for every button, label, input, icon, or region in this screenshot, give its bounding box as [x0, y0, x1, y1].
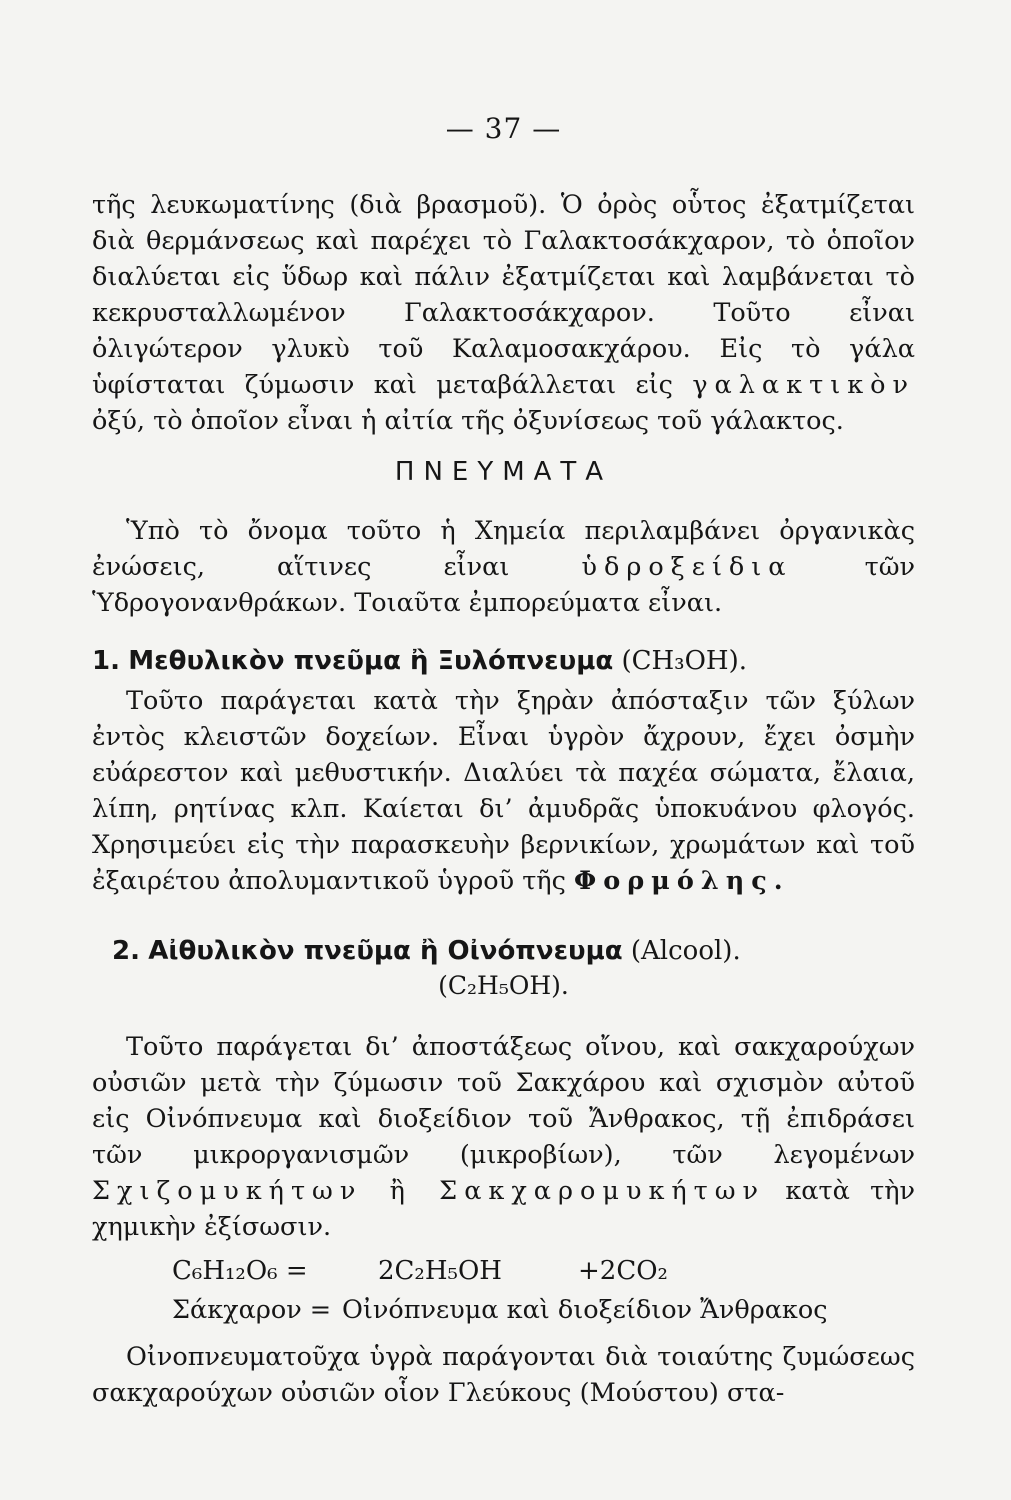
paragraph-methyl — [92, 683, 915, 899]
entry-name: Αἰθυλικὸν πνεῦμα ἢ Οἰνόπνευμα — [148, 936, 623, 966]
page-number: — 37 — — [445, 112, 562, 145]
paragraph-milk — [92, 187, 915, 439]
entry-formula-secondary: (C₂H₅OH). — [438, 971, 569, 1000]
entry-formula: (CH₃OH). — [621, 646, 747, 676]
section-heading: ΠΝΕΥΜΑΤΑ — [394, 457, 613, 487]
entry-number: 1. — [92, 646, 120, 676]
paragraph-alcoholic-liquids: Οἰνοπνευματοῦχα ὑγρὰ παράγονται διὰ τοιαύτης ζυμώσεως σακχαρούχων οὐσιῶν οἷον Γλεύκους (Μούστου) στα- — [92, 1342, 915, 1408]
equation-lhs-label: Σάκχαρον = — [172, 1295, 332, 1325]
equation-rhs-label: Οἰνόπνευμα καὶ διοξείδιον Ἄνθρακος — [342, 1295, 828, 1325]
equation-middle: 2C₂H₅OH — [378, 1256, 502, 1286]
equation-rhs: +2CO₂ — [578, 1256, 668, 1286]
entry-title-ethyl — [92, 933, 915, 969]
equation-labels — [92, 1291, 915, 1329]
paragraph-intro — [92, 513, 915, 621]
entry-formula: (Alcool). — [630, 936, 741, 966]
spaced-term-formol: Φορμόλης. — [573, 866, 790, 896]
paragraph-intro-text: Ὑπὸ τὸ ὄνομα τοῦτο ἡ Χημεία περιλαμβάνει ὀργανικὰς ἐνώσεις, αἵτινες εἶναι — [92, 516, 915, 582]
paragraph-intro-end: τῶν Ὑδρογονανθράκων. Τοιαῦτα ἐμπορεύματα εἶναι. — [92, 552, 916, 618]
spaced-term-hydroxides: ὑδροξείδια — [581, 552, 793, 582]
spaced-term-fungi: Σχιζομυκήτων ἢ Σακχαρομυκήτων — [92, 1176, 766, 1206]
chemical-equation — [92, 1251, 915, 1291]
entry-name: Μεθυλικὸν πνεῦμα ἢ Ξυλόπνευμα — [128, 646, 614, 676]
paragraph-milk-text: τῆς λευκωματίνης (διὰ βρασμοῦ). Ὁ ὀρὸς οὗτος ἐξατμίζεται διὰ θερμάνσεως καὶ παρέχει τὸ Γαλακτοσάκχαρον, τὸ ὁποῖον διαλύεται εἰς ὕδωρ καὶ πάλιν ἐξατμίζεται καὶ λαμβάνεται τὸ κεκρυσταλλωμένον Γαλακτοσάκχαρον. Τοῦτο εἶναι ὀλιγώτερον γλυκὺ τοῦ Καλαμοσακχάρου. Εἰς τὸ γάλα ὑφίσταται ζύμωσιν καὶ μεταβάλλεται εἰς — [92, 190, 915, 400]
equation-lhs: C₆H₁₂O₆ = — [172, 1256, 308, 1286]
paragraph-ethyl — [92, 1029, 915, 1245]
entry-number: 2. — [112, 936, 140, 966]
paragraph-ethyl-text: Τοῦτο παράγεται δι’ ἀποστάξεως οἴνου, καὶ σακχαρούχων οὐσιῶν μετὰ τὴν ζύμωσιν τοῦ Σακχάρου καὶ σχισμὸν αὐτοῦ εἰς Οἰνόπνευμα καὶ διοξείδιον τοῦ Ἄνθρακος, τῇ ἐπιδράσει τῶν μικροργανισμῶν (μικροβίων), τῶν λεγομένων — [92, 1032, 915, 1170]
spaced-term-lactic: γαλακτικὸν — [692, 370, 915, 400]
entry-title-methyl — [92, 643, 915, 679]
paragraph-methyl-text: Τοῦτο παράγεται κατὰ τὴν ξηρὰν ἀπόσταξιν τῶν ξύλων ἐντὸς κλειστῶν δοχείων. Εἶναι ὑγρὸν ἄχρουν, ἔχει ὀσμὴν εὐάρεστον καὶ μεθυστικήν. Διαλύει τὰ παχέα σώματα, ἔλαια, λίπη, ρητίνας κλπ. Καίεται δι’ ἀμυδρᾶς ὑποκυάνου φλογός. Χρησιμεύει εἰς τὴν παρασκευὴν βερνικίων, χρωμάτων καὶ τοῦ ἐξαιρέτου ἀπολυμαντικοῦ ὑγροῦ τῆς — [92, 686, 915, 896]
paragraph-ethyl-end: κατὰ τὴν χημικὴν ἐξίσωσιν. — [92, 1176, 916, 1242]
paragraph-milk-end: ὀξύ, τὸ ὁποῖον εἶναι ἡ αἰτία τῆς ὀξυνίσεως τοῦ γάλακτος. — [92, 406, 844, 436]
